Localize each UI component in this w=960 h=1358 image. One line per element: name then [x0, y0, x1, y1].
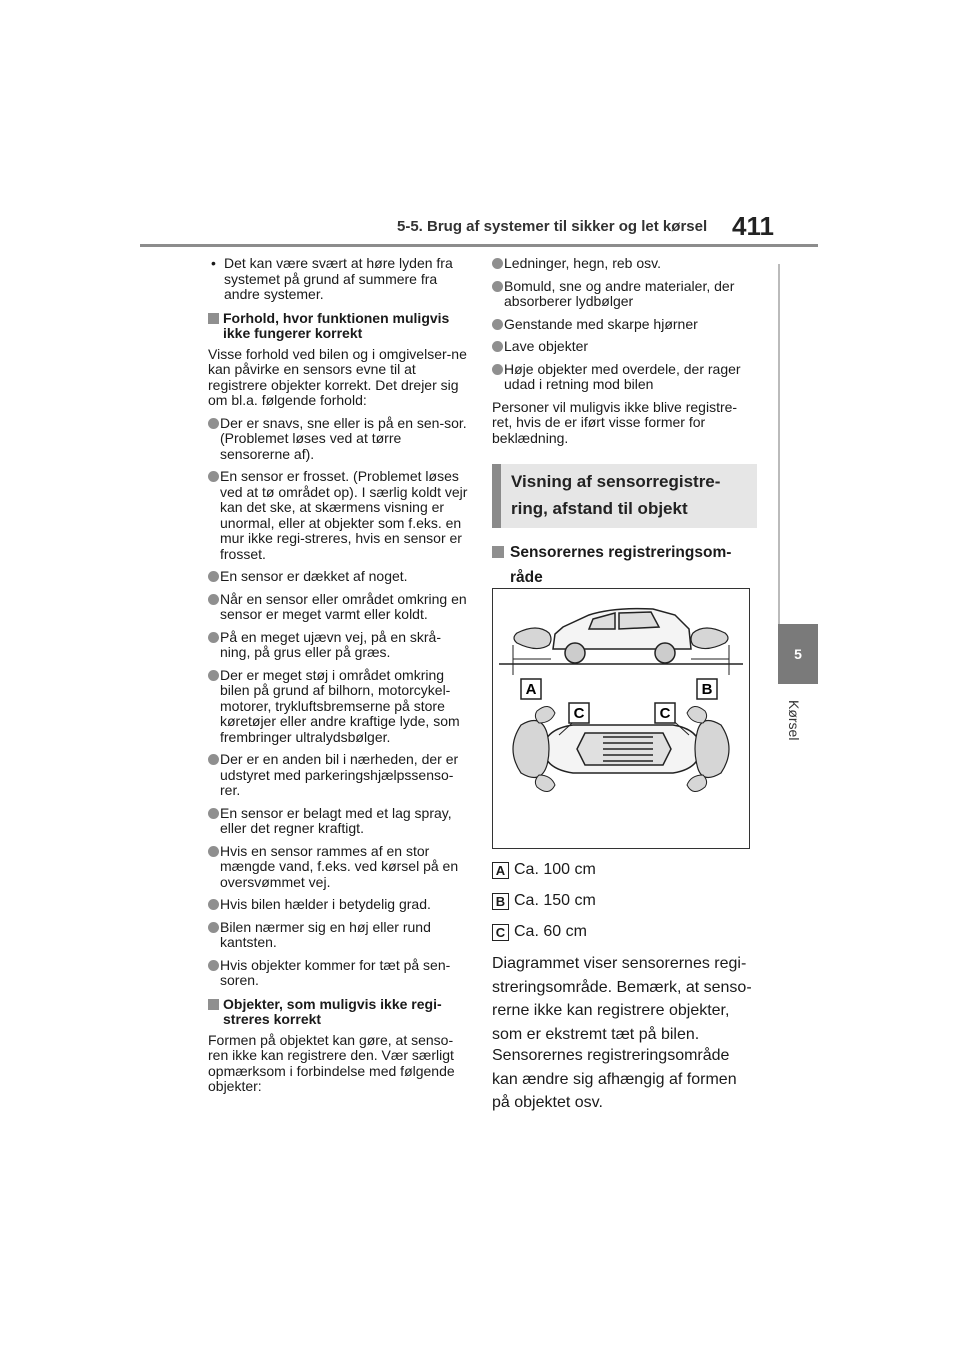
circle-bullet-icon: [208, 418, 219, 429]
circle-bullet-icon: [208, 899, 219, 910]
front-sensor-range-side: [514, 628, 551, 649]
circle-bullet-icon: [208, 632, 219, 643]
note-diagram: Diagrammet viser sensorernes regi-streringsområde. Bemærk, at senso-rerne ikke kan registrere objekter, som er ekstremt tæt på bilen.: [492, 955, 752, 1043]
heading-objects: Objekter, som muligvis ikke regi-streres korrekt: [208, 997, 470, 1028]
sensor-diagram-svg: [493, 589, 749, 848]
square-bullet-icon: [492, 546, 504, 558]
right-column: [492, 256, 757, 602]
paragraph-conditions: Visse forhold ved bilen og i omgivelser-ne kan påvirke en sensors evne til at registrere objekter korrekt. Det drejer sig om bl.a. følgende forhold:: [208, 345, 467, 408]
circle-bullet-icon: [492, 319, 503, 330]
paragraph-objects: Formen på objektet kan gøre, at senso-ren ikke kan registrere den. Vær særligt opmærksom i forbindelse med følgende objekter:: [208, 1031, 455, 1094]
car-top-view: [543, 725, 701, 773]
section-title: 5-5. Brug af systemer til sikker og let kørsel: [397, 218, 708, 235]
label-c-rear: C: [659, 705, 671, 722]
chapter-tab: 5: [778, 624, 818, 684]
note-shape: Sensorernes registreringsområde kan ændre sig afhængig af formen på objektet osv.: [492, 1047, 737, 1111]
page-number: 411: [732, 211, 774, 241]
conditions-list: [208, 416, 470, 989]
list-item: Genstande med skarpe hjørner: [492, 317, 757, 333]
list-item: Ledninger, hegn, reb osv.: [492, 256, 757, 272]
car-side-view: [553, 609, 691, 663]
list-item: En sensor er belagt med et lag spray, eller det regner kraftigt.: [208, 806, 470, 837]
heading-detection-range: Sensorernes registreringsom-råde: [492, 540, 757, 590]
rear-corner-range-right: [687, 775, 707, 792]
list-item: En sensor er dækket af noget.: [208, 569, 470, 585]
square-bullet-icon: [208, 313, 219, 324]
side-rule: [778, 264, 818, 624]
list-item: På en meget ujævn vej, på en skrå-ning, på grus eller på græs.: [208, 630, 470, 661]
circle-bullet-icon: [208, 670, 219, 681]
circle-bullet-icon: [208, 960, 219, 971]
circle-bullet-icon: [208, 571, 219, 582]
objects-list: [492, 256, 757, 393]
list-item: Hvis objekter kommer for tæt på sen-soren.: [208, 958, 470, 989]
list-item: Hvis bilen hælder i betydelig grad.: [208, 897, 470, 913]
header-rule: [140, 244, 818, 247]
list-item: Når en sensor eller området omkring en sensor er meget varmt eller koldt.: [208, 592, 470, 623]
label-c-front: C: [573, 705, 585, 722]
rear-sensor-range-top: [695, 721, 729, 778]
list-item: Der er en anden bil i nærheden, der er udstyret med parkeringshjælpssenso-rer.: [208, 752, 470, 799]
section-heading-box: Visning af sensorregistre-ring, afstand til objekt: [492, 464, 757, 528]
circle-bullet-icon: [208, 471, 219, 482]
paragraph-clothing: Personer vil muligvis ikke blive registre-ret, hvis de er iført visse former for beklædning.: [492, 398, 738, 446]
circle-bullet-icon: [208, 922, 219, 933]
list-item: Hvis en sensor rammes af en stor mængde vand, f.eks. ved kørsel på en oversvømmet vej.: [208, 844, 470, 891]
list-item: En sensor er frosset. (Problemet løses ved at tø området op). I særlig koldt vejr kan det ske, at skærmens visning er unormal, eller at objekter som f.eks. en mur ikke regi-streres, hvis en sensor er frosset.: [208, 469, 470, 562]
front-corner-range-right: [535, 775, 555, 792]
circle-bullet-icon: [208, 808, 219, 819]
list-item: Bilen nærmer sig en høj eller rund kantsten.: [208, 920, 470, 951]
list-item: Høje objekter med overdele, der rager udad i retning mod bilen: [492, 362, 757, 393]
legend-item-c: C Ca. 60 cm: [492, 923, 587, 941]
chapter-label: Kørsel: [786, 700, 802, 741]
list-item: Lave objekter: [492, 339, 757, 355]
legend-item-a: A Ca. 100 cm: [492, 861, 596, 879]
circle-bullet-icon: [492, 364, 503, 375]
front-sensor-range-top: [513, 721, 549, 778]
front-corner-range-left: [535, 706, 555, 723]
circle-bullet-icon: [208, 846, 219, 857]
circle-bullet-icon: [208, 754, 219, 765]
rear-sensor-range-side: [691, 628, 728, 649]
circle-bullet-icon: [208, 594, 219, 605]
label-a: A: [525, 681, 537, 698]
left-column: [208, 256, 470, 1102]
list-item: Der er snavs, sne eller is på en sen-sor. (Problemet løses ved at tørre sensorerne af).: [208, 416, 470, 463]
list-item: Bomuld, sne og andre materialer, der absorberer lydbølger: [492, 279, 757, 310]
label-b: B: [701, 681, 713, 698]
list-item: Der er meget støj i området omkring bilen på grund af bilhorn, motorcykel-motorer, trykluftsbremserne på store køretøjer eller andre kraftige lyde, som frembringer ultralydsbølger.: [208, 668, 470, 746]
heading-conditions: Forhold, hvor funktionen muligvis ikke fungerer korrekt: [208, 311, 470, 342]
legend-item-b: B Ca. 150 cm: [492, 892, 596, 910]
circle-bullet-icon: [492, 258, 503, 269]
rear-corner-range-left: [687, 706, 707, 723]
intro-bullet: • Det kan være svært at høre lyden fra systemet på grund af summere fra andre systemer.: [208, 256, 470, 303]
circle-bullet-icon: [492, 281, 503, 292]
sensor-range-diagram: [492, 588, 750, 849]
circle-bullet-icon: [492, 341, 503, 352]
square-bullet-icon: [208, 999, 219, 1010]
